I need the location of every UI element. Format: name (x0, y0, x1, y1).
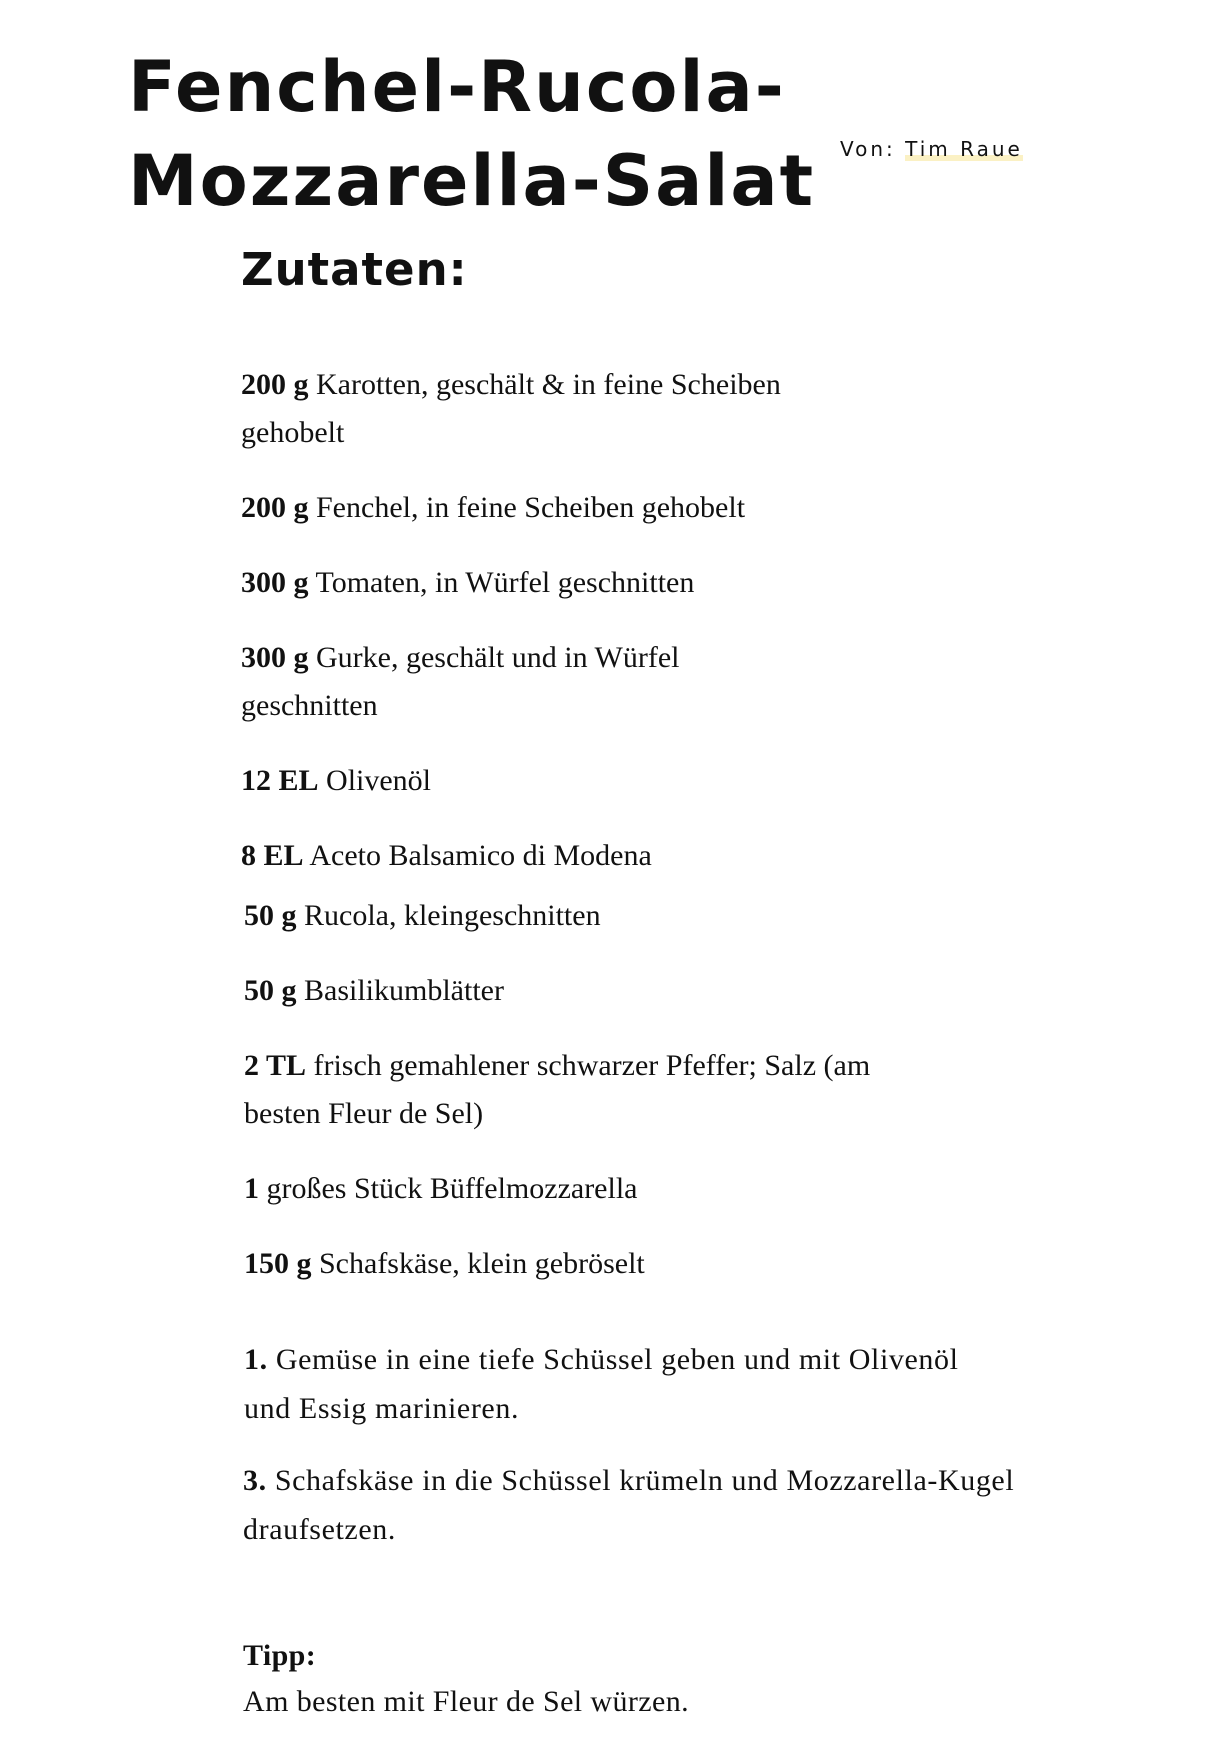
ingredient-item (241, 361, 881, 457)
ingredient-text: großes Stück Büffelmozzarella (266, 1172, 638, 1205)
instruction-step (244, 1335, 974, 1433)
ingredient-item (244, 967, 884, 1015)
ingredient-amount: 300 g (241, 641, 309, 674)
ingredient-item (241, 484, 881, 532)
ingredient-amount: 150 g (244, 1247, 312, 1280)
ingredient-amount: 200 g (241, 491, 309, 524)
ingredient-text: Olivenöl (326, 764, 432, 797)
author-link[interactable]: Tim Raue (905, 137, 1023, 161)
ingredient-text: Schafskäse, klein gebröselt (319, 1247, 645, 1280)
recipe-title (128, 40, 815, 228)
step-number: 1. (244, 1343, 268, 1376)
tip-text: Am besten mit Fleur de Sel würzen. (243, 1685, 690, 1718)
ingredient-text: Gurke, geschält und in Würfel geschnitten (241, 641, 680, 722)
step-text: Schafskäse in die Schüssel krümeln und Mozzarella-Kugel draufsetzen. (243, 1464, 1015, 1546)
step-text: Gemüse in eine tiefe Schüssel geben und mit Olivenöl und Essig marinieren. (244, 1343, 959, 1425)
ingredient-item (241, 757, 881, 805)
ingredient-text: Basilikumblätter (304, 974, 504, 1007)
ingredients-heading: Zutaten: (241, 243, 468, 296)
recipe-title-line-2: Mozzarella-Salat (128, 140, 816, 222)
ingredient-amount: 200 g (241, 368, 309, 401)
tip-block (243, 1633, 1003, 1725)
ingredient-amount: 300 g (241, 566, 309, 599)
ingredient-text: Aceto Balsamico di Modena (309, 839, 652, 872)
ingredient-amount: 50 g (244, 899, 297, 932)
ingredient-item (244, 892, 884, 940)
ingredient-amount: 8 EL (241, 839, 304, 872)
ingredient-item (244, 1240, 884, 1288)
ingredient-item (244, 1165, 884, 1213)
ingredient-amount: 50 g (244, 974, 297, 1007)
ingredient-item (241, 832, 881, 880)
instruction-step (243, 1456, 1033, 1554)
ingredient-amount: 1 (244, 1172, 259, 1205)
byline (840, 137, 1023, 161)
recipe-title-line-1: Fenchel-Rucola- (128, 46, 786, 128)
step-number: 3. (243, 1464, 267, 1497)
ingredient-amount: 2 TL (244, 1049, 306, 1082)
ingredient-text: Rucola, kleingeschnitten (304, 899, 601, 932)
byline-label: Von: (840, 137, 896, 161)
ingredient-amount: 12 EL (241, 764, 319, 797)
ingredient-text: Karotten, geschält & in feine Scheiben gehobelt (241, 368, 781, 449)
ingredient-text: Fenchel, in feine Scheiben gehobelt (316, 491, 746, 524)
ingredient-text: Tomaten, in Würfel geschnitten (315, 566, 695, 599)
ingredient-item (244, 1042, 894, 1138)
ingredient-text: frisch gemahlener schwarzer Pfeffer; Salz (am besten Fleur de Sel) (244, 1049, 871, 1130)
ingredient-item (241, 559, 881, 607)
tip-heading: Tipp: (243, 1639, 317, 1672)
ingredient-item (241, 634, 761, 730)
